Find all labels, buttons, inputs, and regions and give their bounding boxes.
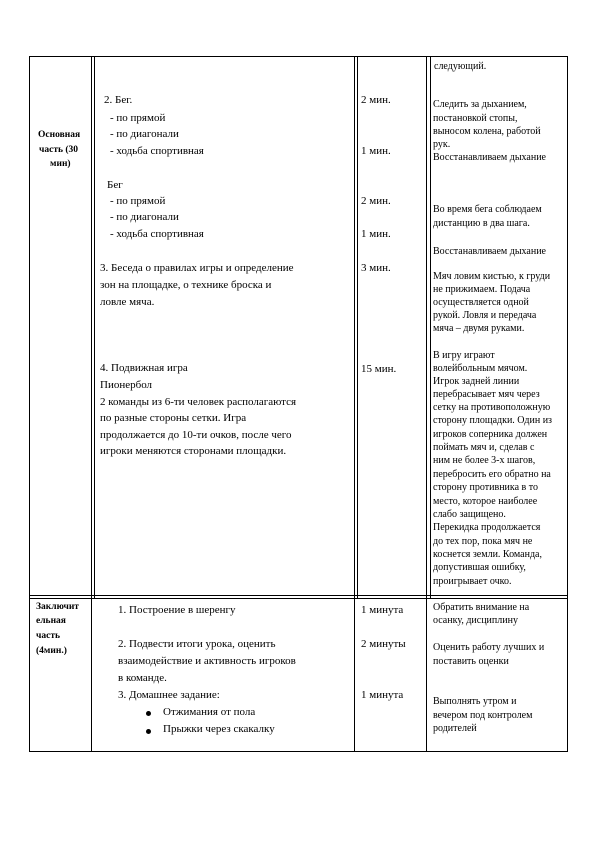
content-line: 3. Беседа о правилах игры и определение bbox=[100, 262, 294, 274]
content-line: 2. Подвести итоги урока, оценить bbox=[118, 638, 276, 650]
row-divider-mid-2 bbox=[29, 598, 568, 599]
main-part-label-line: Основная bbox=[38, 130, 81, 140]
note-line: вечером под контролем bbox=[433, 710, 533, 721]
note-line: Выполнять утром и bbox=[433, 696, 517, 707]
content-line: в команде. bbox=[118, 672, 167, 684]
note-line: перебрасывает мяч через bbox=[433, 389, 540, 400]
content-line: Бег bbox=[107, 179, 123, 191]
note-line: родителей bbox=[433, 723, 477, 734]
content-line: - по диагонали bbox=[110, 128, 179, 140]
note-line: осуществляется одной bbox=[433, 297, 529, 308]
note-line: до тех пор, пока мяч не bbox=[433, 536, 533, 547]
content-line: Пионербол bbox=[100, 379, 153, 391]
content-line: - ходьба спортивная bbox=[110, 228, 204, 240]
note-line: место, которое наиболее bbox=[433, 496, 538, 507]
time-value: 2 мин. bbox=[361, 195, 391, 207]
content-line: 4. Подвижная игра bbox=[100, 362, 188, 374]
note-line: В игру играют bbox=[433, 350, 495, 361]
time-value: 2 минуты bbox=[361, 638, 406, 650]
time-value: 1 минута bbox=[361, 604, 404, 616]
note-line: ним не более 3-х шагов, bbox=[433, 455, 536, 466]
content-line: игроки меняются сторонами площадки. bbox=[100, 445, 287, 457]
column-divider-2b bbox=[357, 56, 358, 598]
content-line: Прыжки через скакалку bbox=[163, 723, 275, 735]
note-line: Обратить внимание на bbox=[433, 602, 530, 613]
note-line: выносом колена, работой bbox=[433, 126, 541, 137]
main-part-label-line: мин) bbox=[50, 159, 71, 169]
note-line: рукой. Ловля и передача bbox=[433, 310, 537, 321]
note-line: Следить за дыханием, bbox=[433, 99, 527, 110]
note-line: Игрок задней линии bbox=[433, 376, 520, 387]
final-part-label-line: Заключит bbox=[36, 602, 79, 612]
note-line: волейбольным мячом. bbox=[433, 363, 528, 374]
note-line: Восстанавливаем дыхание bbox=[433, 152, 546, 163]
final-part-label-line: часть bbox=[36, 631, 61, 641]
content-line: 2 команды из 6-ти человек располагаются bbox=[100, 396, 297, 408]
row-divider-top bbox=[29, 56, 568, 57]
note-line: допустившая ошибку, bbox=[433, 562, 526, 573]
note-line: проигрывает очко. bbox=[433, 576, 512, 587]
content-line: 3. Домашнее задание: bbox=[118, 689, 220, 701]
bullet-icon bbox=[146, 711, 151, 716]
column-divider-2 bbox=[354, 56, 355, 752]
table-border-bottom bbox=[29, 751, 568, 752]
bullet-icon bbox=[146, 729, 151, 734]
time-value: 1 мин. bbox=[361, 228, 391, 240]
time-value: 1 мин. bbox=[361, 145, 391, 157]
content-line: Отжимания от пола bbox=[163, 706, 256, 718]
time-value: 3 мин. bbox=[361, 262, 391, 274]
note-line: сторону противника в то bbox=[433, 482, 538, 493]
row-divider-mid-1 bbox=[29, 595, 568, 596]
final-part-label-line: (4мин.) bbox=[36, 646, 67, 656]
column-divider-1 bbox=[91, 56, 92, 752]
content-line: - по диагонали bbox=[110, 211, 179, 223]
table-border-left bbox=[29, 56, 30, 752]
note-line: постановкой стопы, bbox=[433, 113, 518, 124]
note-line: сетку на противоположную bbox=[433, 402, 551, 413]
content-line: 1. Построение в шеренгу bbox=[118, 604, 236, 616]
main-part-label-line: часть (30 bbox=[39, 145, 79, 155]
note-line: Восстанавливаем дыхание bbox=[433, 246, 546, 257]
note-line: сторону площадки. Один из bbox=[433, 415, 552, 426]
carry-over-text: следующий. bbox=[434, 61, 487, 72]
column-divider-1b bbox=[94, 56, 95, 598]
note-line: не прижимаем. Подача bbox=[433, 284, 531, 295]
column-divider-3b bbox=[430, 56, 431, 598]
note-line: Оценить работу лучших и bbox=[433, 642, 545, 653]
note-line: Мяч ловим кистью, к груди bbox=[433, 271, 551, 282]
note-line: поймать мяч и, сделав с bbox=[433, 442, 535, 453]
note-line: рук. bbox=[433, 139, 451, 150]
time-value: 2 мин. bbox=[361, 94, 391, 106]
time-value: 15 мин. bbox=[361, 363, 397, 375]
content-line: - по прямой bbox=[110, 195, 166, 207]
content-line: взаимодействие и активность игроков bbox=[118, 655, 296, 667]
content-line: продолжается до 10-ти очков, после чего bbox=[100, 429, 292, 441]
note-line: коснется земли. Команда, bbox=[433, 549, 542, 560]
note-line: мяча – двумя руками. bbox=[433, 323, 525, 334]
time-value: 1 минута bbox=[361, 689, 404, 701]
content-line: по разные стороны сетки. Игра bbox=[100, 412, 247, 424]
column-divider-3 bbox=[426, 56, 427, 752]
content-line: - ходьба спортивная bbox=[110, 145, 204, 157]
note-line: осанку, дисциплину bbox=[433, 615, 518, 626]
note-line: игроков соперника должен bbox=[433, 429, 548, 440]
final-part-label-line: ельная bbox=[36, 616, 66, 626]
note-line: Во время бега соблюдаем bbox=[433, 204, 542, 215]
content-line: зон на площадке, о технике броска и bbox=[100, 279, 272, 291]
note-line: поставить оценки bbox=[433, 656, 509, 667]
content-line: 2. Бег. bbox=[104, 94, 133, 106]
note-line: слабо защищено. bbox=[433, 509, 506, 520]
table-border-right bbox=[567, 56, 568, 752]
content-line: - по прямой bbox=[110, 112, 166, 124]
note-line: Перекидка продолжается bbox=[433, 522, 541, 533]
content-line: ловле мяча. bbox=[100, 296, 155, 308]
note-line: перебросить его обратно на bbox=[433, 469, 551, 480]
note-line: дистанцию в два шага. bbox=[433, 218, 530, 229]
